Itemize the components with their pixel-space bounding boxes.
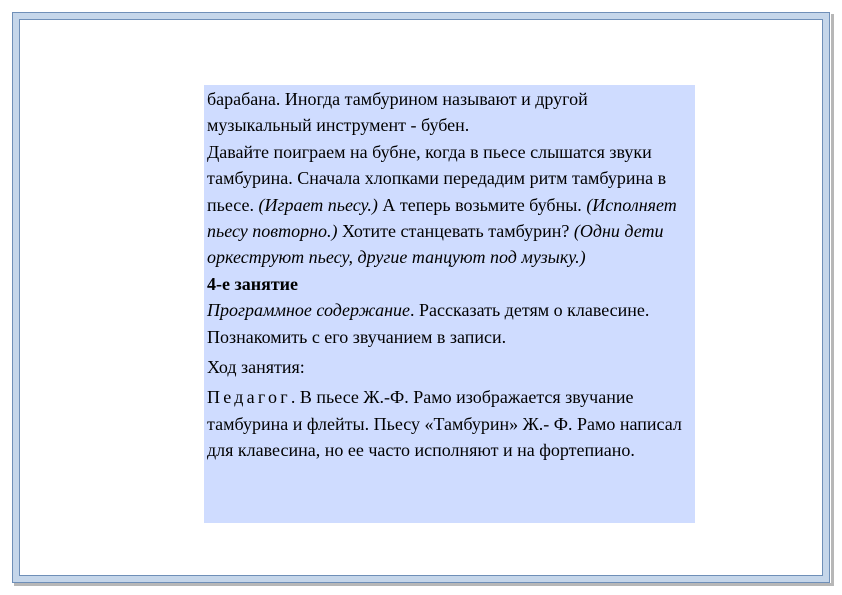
paragraph-intro: барабана. Иногда тамбурином называют и другой музыкальный инструмент - бубен. — [207, 89, 588, 136]
slide-shadow-right — [831, 14, 834, 585]
activity-text-3: Хотите станцевать тамбурин? — [337, 221, 574, 242]
activity-note-2: (Исполняет пьесу повторно.) — [207, 194, 677, 242]
paragraph-course: Ход занятия: — [207, 357, 305, 378]
activity-text-2: А теперь возьмите бубны. — [377, 194, 587, 215]
text-block — [204, 85, 695, 523]
program-text: . Рассказать детям о клавесине. Познакомить с его звучанием в записи. — [207, 300, 650, 347]
activity-text-1: Давайте поиграем на бубне, когда в пьесе слышатся звуки тамбурина. Сначала хлопками передадим ритм тамбурина в пьесе. — [207, 141, 667, 215]
slide-shadow-bottom — [14, 583, 834, 586]
paragraph-activity — [207, 139, 693, 271]
lesson-heading-text: 4-е занятие — [207, 273, 299, 294]
activity-note-3: (Одни дети оркеструют пьесу, другие танцуют под музыку.) — [207, 221, 664, 268]
teacher-text: . В пьесе Ж.-Ф. Рамо изображается звучание тамбурина и флейты. Пьесу «Тамбурин» Ж.- Ф. Рамо написал для клавесина, но ее часто исполняют и на фортепиано. — [207, 387, 682, 461]
lesson-heading — [207, 271, 693, 297]
program-label: Программное содержание — [207, 300, 411, 321]
teacher-label: Педагог — [207, 387, 291, 408]
paragraph-teacher — [207, 384, 693, 463]
paragraph-program — [207, 297, 693, 350]
activity-note-1: (Играет пьесу.) — [258, 194, 378, 215]
